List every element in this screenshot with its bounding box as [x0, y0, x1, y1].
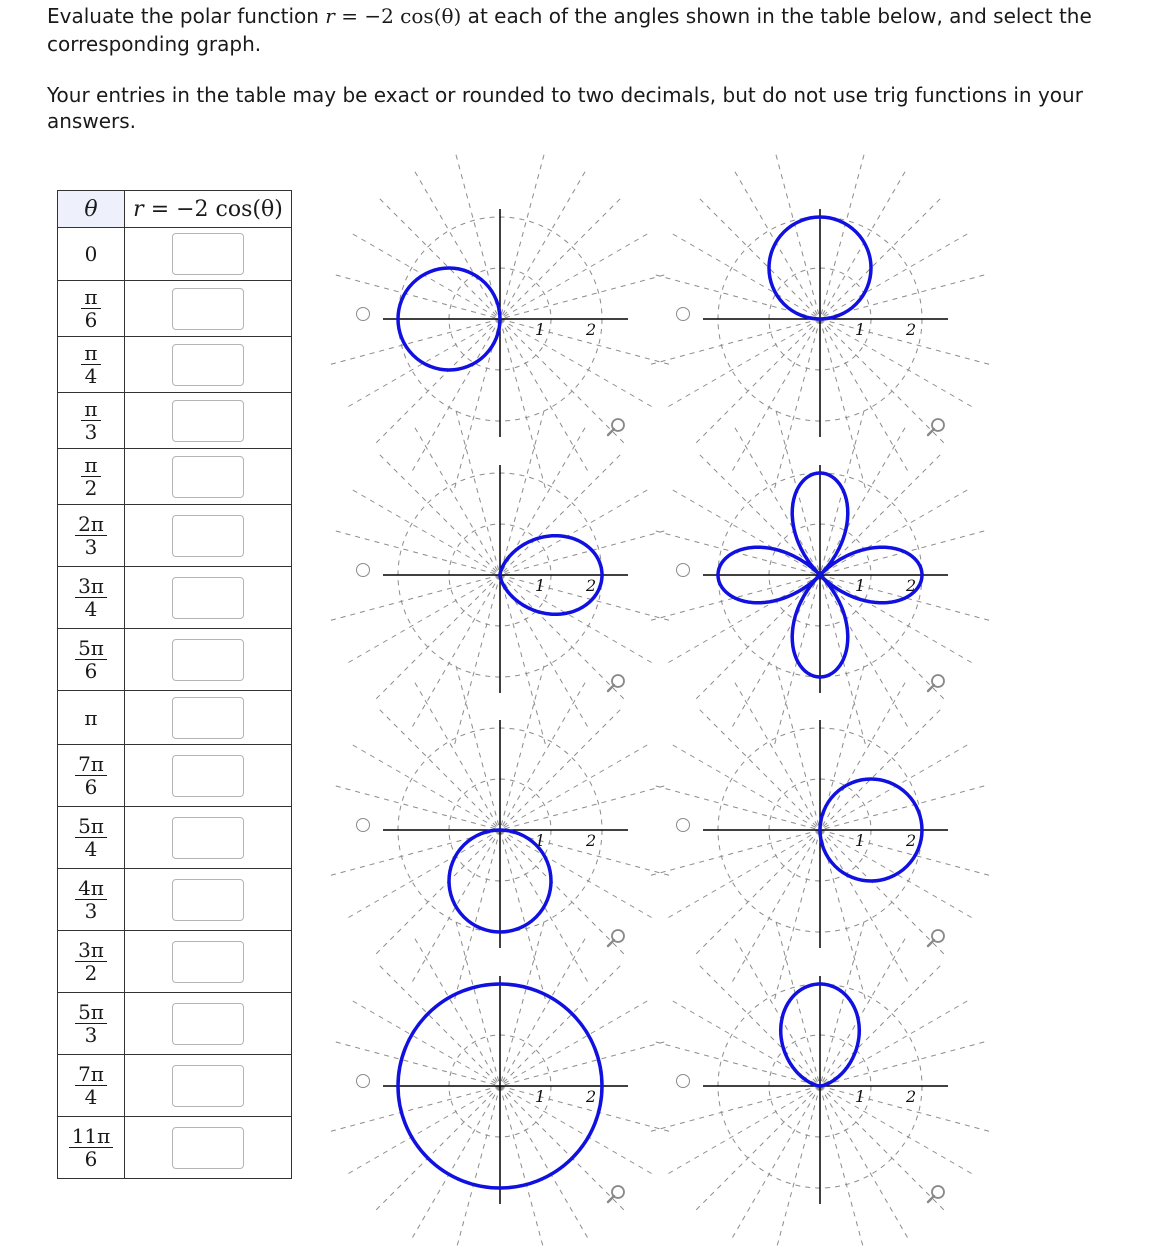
- magnifier-icon[interactable]: [928, 930, 944, 946]
- magnifier-icon[interactable]: [608, 675, 624, 691]
- graph-option[interactable]: [676, 199, 996, 444]
- r-value-cell: [125, 691, 292, 745]
- r-value-input[interactable]: [172, 456, 244, 498]
- fraction-denominator: 6: [84, 659, 98, 683]
- values-table-body: [58, 228, 292, 1179]
- r-value-input[interactable]: [172, 288, 244, 330]
- graph-radio-button[interactable]: [356, 563, 370, 577]
- fraction-numerator: 4π: [75, 877, 107, 900]
- fraction-denominator: 2: [84, 476, 98, 500]
- graph-option[interactable]: [356, 455, 676, 700]
- graph-radio-button[interactable]: [676, 307, 690, 321]
- fraction-numerator: π: [81, 398, 100, 421]
- theta-column-header: θ: [58, 191, 125, 228]
- r-value-input[interactable]: [172, 879, 244, 921]
- graph-radio-button[interactable]: [356, 818, 370, 832]
- theta-fraction: [75, 1001, 107, 1046]
- table-row: [58, 1117, 292, 1179]
- graph-radio-button[interactable]: [356, 1074, 370, 1088]
- fraction-numerator: 7π: [75, 753, 107, 776]
- r-value-cell: [125, 567, 292, 629]
- theta-label: π: [84, 705, 98, 730]
- table-row: [58, 745, 292, 807]
- magnifier-icon[interactable]: [608, 1186, 624, 1202]
- axis-tick-label: 1: [855, 831, 866, 850]
- theta-fraction: [75, 877, 107, 922]
- instructions-line-1: Evaluate the polar function r = −2 cos(θ) at each of the angles shown in the table below, and select the corresponding graph.: [47, 4, 1092, 56]
- theta-value: [58, 807, 125, 869]
- values-table: [57, 190, 292, 1179]
- r-value-cell: [125, 449, 292, 505]
- theta-fraction: [81, 342, 100, 387]
- polar-graph: [378, 455, 648, 700]
- question-prompt: [47, 2, 1127, 134]
- table-row: [58, 993, 292, 1055]
- graph-option[interactable]: [356, 966, 676, 1211]
- axis-tick-label: 1: [535, 831, 546, 850]
- table-row: [58, 337, 292, 393]
- fraction-numerator: 11π: [69, 1125, 114, 1148]
- r-value-input[interactable]: [172, 577, 244, 619]
- axis-tick-label: 2: [586, 831, 597, 850]
- r-value-input[interactable]: [172, 1003, 244, 1045]
- theta-value: [58, 567, 125, 629]
- graph-option[interactable]: [676, 455, 996, 700]
- r-value-input[interactable]: [172, 941, 244, 983]
- graph-radio-button[interactable]: [676, 818, 690, 832]
- axis-tick-label: 2: [586, 320, 597, 339]
- magnifier-icon[interactable]: [928, 419, 944, 435]
- fraction-denominator: 6: [84, 1147, 98, 1171]
- fraction-numerator: 5π: [75, 815, 107, 838]
- axis-tick-label: 1: [535, 1087, 546, 1106]
- r-value-cell: [125, 993, 292, 1055]
- axis-tick-label: 2: [906, 831, 917, 850]
- theta-value: [58, 1055, 125, 1117]
- table-row: [58, 807, 292, 869]
- r-value-cell: [125, 807, 292, 869]
- theta-fraction: [75, 575, 107, 620]
- axis-tick-label: 2: [586, 576, 597, 595]
- fraction-denominator: 4: [84, 837, 98, 861]
- graph-option[interactable]: [676, 966, 996, 1211]
- r-value-cell: [125, 745, 292, 807]
- theta-value: [58, 281, 125, 337]
- fraction-numerator: 5π: [75, 637, 107, 660]
- theta-fraction: [75, 637, 107, 682]
- polar-graph: [378, 966, 648, 1211]
- r-value-cell: [125, 281, 292, 337]
- polar-graph: [698, 455, 968, 700]
- theta-fraction: [75, 513, 107, 558]
- axis-tick-label: 2: [906, 1087, 917, 1106]
- graph-radio-button[interactable]: [356, 307, 370, 321]
- theta-value: [58, 1117, 125, 1179]
- theta-value: [58, 228, 125, 281]
- axis-tick-label: 2: [906, 576, 917, 595]
- table-row: [58, 691, 292, 745]
- r-value-cell: [125, 337, 292, 393]
- theta-value: [58, 691, 125, 745]
- instructions-line-2: Your entries in the table may be exact or rounded to two decimals, but do not use trig functions in your answers.: [47, 83, 1083, 133]
- theta-fraction: [75, 753, 107, 798]
- polar-graph: [698, 199, 968, 444]
- fraction-numerator: 3π: [75, 575, 107, 598]
- polar-graph: [378, 710, 648, 955]
- r-value-cell: [125, 505, 292, 567]
- graph-radio-button[interactable]: [676, 563, 690, 577]
- table-row: [58, 449, 292, 505]
- graph-option[interactable]: [676, 710, 996, 955]
- fraction-numerator: π: [81, 286, 100, 309]
- r-value-input[interactable]: [172, 817, 244, 859]
- r-column-header: r = −2 cos(θ): [125, 191, 292, 228]
- theta-value: [58, 393, 125, 449]
- axis-tick-label: 1: [855, 1087, 866, 1106]
- fraction-denominator: 3: [84, 1023, 98, 1047]
- axis-tick-label: 2: [586, 1087, 597, 1106]
- theta-value: [58, 931, 125, 993]
- theta-fraction: [81, 398, 100, 443]
- r-value-cell: [125, 228, 292, 281]
- r-value-cell: [125, 869, 292, 931]
- table-row: [58, 629, 292, 691]
- r-value-cell: [125, 393, 292, 449]
- r-value-cell: [125, 1055, 292, 1117]
- polar-graph: [378, 199, 648, 444]
- fraction-numerator: 7π: [75, 1063, 107, 1086]
- r-value-input[interactable]: [172, 639, 244, 681]
- axis-tick-label: 1: [535, 320, 546, 339]
- r-value-input[interactable]: [172, 697, 244, 739]
- table-row: [58, 1055, 292, 1117]
- table-row: [58, 281, 292, 337]
- r-value-input[interactable]: [172, 1127, 244, 1169]
- r-value-input[interactable]: [172, 344, 244, 386]
- theta-fraction: [75, 1063, 107, 1108]
- function-expression: r = −2 cos(θ): [325, 4, 462, 28]
- magnifier-icon[interactable]: [608, 930, 624, 946]
- fraction-denominator: 6: [84, 775, 98, 799]
- table-row: [58, 505, 292, 567]
- axis-tick-label: 1: [855, 576, 866, 595]
- fraction-numerator: 5π: [75, 1001, 107, 1024]
- polar-graph: [698, 966, 968, 1211]
- polar-graph: [698, 710, 968, 955]
- theta-value: [58, 449, 125, 505]
- table-row: [58, 931, 292, 993]
- theta-fraction: [69, 1125, 114, 1170]
- theta-fraction: [75, 815, 107, 860]
- r-value-input[interactable]: [172, 755, 244, 797]
- theta-value: [58, 993, 125, 1055]
- theta-fraction: [75, 939, 107, 984]
- r-value-input[interactable]: [172, 233, 244, 275]
- r-value-input[interactable]: [172, 1065, 244, 1107]
- theta-fraction: [81, 286, 100, 331]
- table-row: [58, 393, 292, 449]
- magnifier-icon[interactable]: [928, 675, 944, 691]
- r-value-input[interactable]: [172, 400, 244, 442]
- graph-option[interactable]: [356, 710, 676, 955]
- graph-option[interactable]: [356, 199, 676, 444]
- graph-radio-button[interactable]: [676, 1074, 690, 1088]
- axis-tick-label: 2: [906, 320, 917, 339]
- table-row: [58, 567, 292, 629]
- fraction-denominator: 4: [84, 597, 98, 621]
- fraction-denominator: 3: [84, 535, 98, 559]
- axis-tick-label: 1: [535, 576, 546, 595]
- r-value-cell: [125, 629, 292, 691]
- r-value-cell: [125, 1117, 292, 1179]
- magnifier-icon[interactable]: [608, 419, 624, 435]
- r-value-input[interactable]: [172, 515, 244, 557]
- fraction-denominator: 3: [84, 420, 98, 444]
- fraction-denominator: 3: [84, 899, 98, 923]
- fraction-numerator: π: [81, 454, 100, 477]
- theta-value: [58, 629, 125, 691]
- fraction-numerator: 2π: [75, 513, 107, 536]
- fraction-numerator: 3π: [75, 939, 107, 962]
- fraction-denominator: 4: [84, 1085, 98, 1109]
- axis-tick-label: 1: [855, 320, 866, 339]
- theta-value: [58, 869, 125, 931]
- table-row: [58, 228, 292, 281]
- fraction-denominator: 2: [84, 961, 98, 985]
- theta-value: [58, 745, 125, 807]
- theta-value: [58, 337, 125, 393]
- theta-fraction: [81, 454, 100, 499]
- theta-label: 0: [84, 242, 98, 266]
- magnifier-icon[interactable]: [928, 1186, 944, 1202]
- fraction-denominator: 6: [84, 308, 98, 332]
- theta-value: [58, 505, 125, 567]
- table-row: [58, 869, 292, 931]
- r-value-cell: [125, 931, 292, 993]
- fraction-numerator: π: [81, 342, 100, 365]
- fraction-denominator: 4: [84, 364, 98, 388]
